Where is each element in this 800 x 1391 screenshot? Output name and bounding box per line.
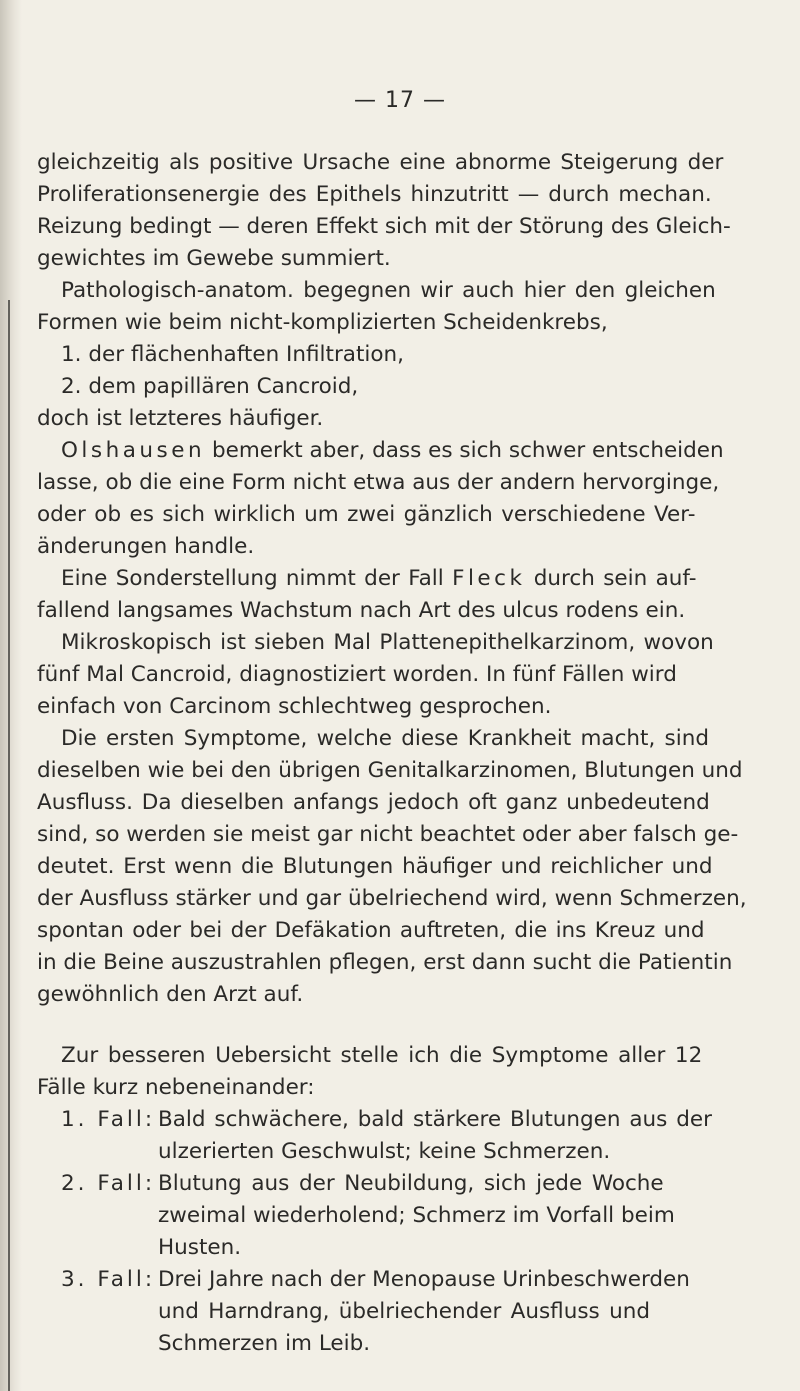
case-text: und Harndrang, übelriechender Ausfluss und — [158, 1299, 650, 1324]
text-line: deutet. Erst wenn die Blutungen häufiger und reichlicher und — [37, 854, 713, 879]
text-line: gewichtes im Gewebe summiert. — [37, 246, 391, 271]
scan-shadow — [0, 0, 22, 1391]
text-line — [61, 564, 697, 594]
page-number: — 17 — — [354, 88, 446, 113]
text-line: Fälle kurz nebeneinander: — [37, 1075, 315, 1100]
scan-edge-line — [8, 300, 10, 1391]
case-text: Husten. — [158, 1235, 242, 1260]
text-line: sind, so werden sie meist gar nicht beachtet oder aber falsch ge- — [37, 822, 739, 847]
case-text: Schmerzen im Leib. — [158, 1331, 371, 1356]
text-line: Die ersten Symptome, welche diese Krankheit macht, sind — [61, 726, 709, 751]
text-line: einfach von Carcinom schlechtweg gesprochen. — [37, 694, 552, 719]
text-line: fallend langsames Wachstum nach Art des ulcus rodens ein. — [37, 598, 686, 623]
text-line: fünf Mal Cancroid, diagnostiziert worden. In fünf Fällen wird — [37, 662, 677, 687]
text-line: in die Beine auszustrahlen pflegen, erst dann sucht die Patientin — [37, 950, 733, 975]
text-line: Mikroskopisch ist sieben Mal Plattenepithelkarzinom, wovon — [61, 630, 714, 655]
case-text: ulzerierten Geschwulst; keine Schmerzen. — [158, 1139, 611, 1164]
text-line: änderungen handle. — [37, 534, 255, 559]
case-text: Bald schwächere, bald stärkere Blutungen aus der — [158, 1107, 712, 1132]
case-label: 2. Fall: — [61, 1171, 156, 1196]
text-line: gleichzeitig als positive Ursache eine abnorme Steigerung der — [37, 150, 724, 175]
text-line: gewöhnlich den Arzt auf. — [37, 982, 304, 1007]
text-line: spontan oder bei der Defäkation auftreten, die ins Kreuz und — [37, 918, 705, 943]
text-fragment: durch sein auf- — [533, 566, 697, 591]
text-line: dieselben wie bei den übrigen Genitalkarzinomen, Blutungen und — [37, 758, 743, 783]
text-line: Ausfluss. Da dieselben anfangs jedoch oft ganz unbedeutend — [37, 790, 710, 815]
text-line: Zur besseren Uebersicht stelle ich die Symptome aller 12 — [61, 1043, 703, 1068]
case-label: 1. Fall: — [61, 1107, 156, 1132]
text-line — [61, 436, 724, 466]
case-name: Fleck — [452, 566, 526, 591]
text-line: Reizung bedingt — deren Effekt sich mit der Störung des Gleich- — [37, 214, 731, 239]
text-line: oder ob es sich wirklich um zwei gänzlich verschiedene Ver- — [37, 502, 696, 527]
case-text: zweimal wiederholend; Schmerz im Vorfall beim — [158, 1203, 675, 1228]
text-line: Pathologisch-anatom. begegnen wir auch hier den gleichen — [61, 278, 716, 303]
text-line: Formen wie beim nicht-komplizierten Scheidenkrebs, — [37, 310, 608, 335]
author-name: Olshausen — [61, 438, 206, 463]
list-item: 1. der flächenhaften Infiltration, — [61, 342, 404, 367]
text-line: der Ausfluss stärker und gar übelriechend wird, wenn Schmerzen, — [37, 886, 747, 911]
case-text: Drei Jahre nach der Menopause Urinbeschwerden — [158, 1267, 690, 1292]
text-fragment: Eine Sonderstellung nimmt der Fall — [61, 566, 444, 591]
text-line: Proliferationsenergie des Epithels hinzutritt — durch mechan. — [37, 182, 712, 207]
text-line: doch ist letzteres häufiger. — [37, 406, 324, 431]
case-label: 3. Fall: — [61, 1267, 156, 1292]
text-fragment: bemerkt aber, dass es sich schwer entscheiden — [211, 438, 724, 463]
case-text: Blutung aus der Neubildung, sich jede Woche — [158, 1171, 664, 1196]
text-line: lasse, ob die eine Form nicht etwa aus der andern hervorginge, — [37, 470, 720, 495]
list-item: 2. dem papillären Cancroid, — [61, 374, 359, 399]
